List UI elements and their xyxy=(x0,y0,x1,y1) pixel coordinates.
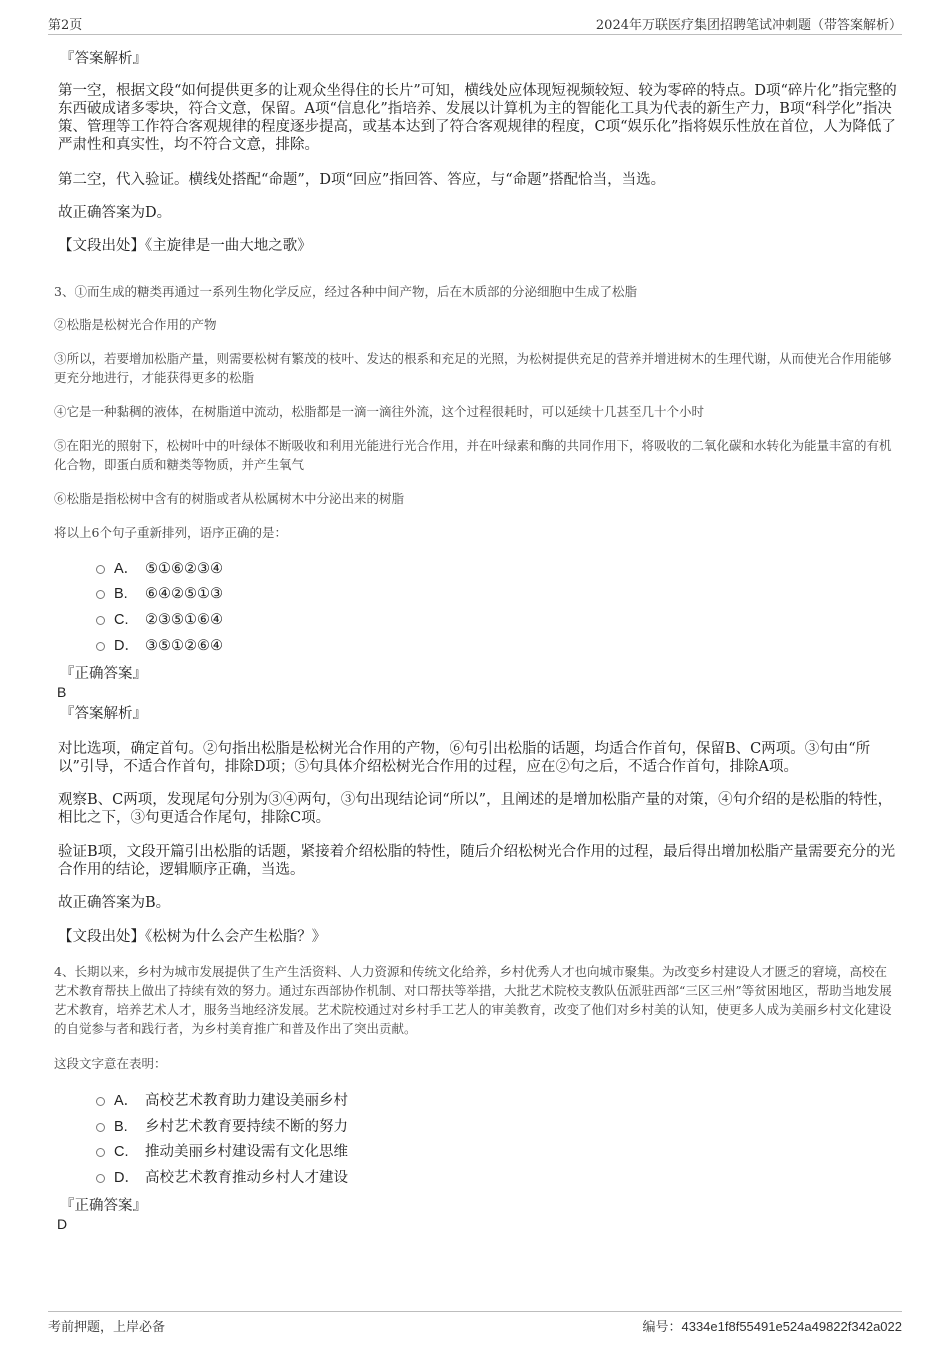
page-number: 第2页 xyxy=(48,18,83,33)
q3-source: 【文段出处】《松树为什么会产生松脂？》 xyxy=(58,929,327,945)
q3-analysis-label: 『答案解析』 xyxy=(60,706,147,722)
q4-question: 这段文字意在表明： xyxy=(54,1056,167,1071)
q2-analysis-label: 『答案解析』 xyxy=(60,51,147,67)
q3-stem-line-5: ⑤在阳光的照射下，松树叶中的叶绿体不断吸收和利用光能进行光合作用，并在叶绿素和酶的共同作用下，将吸收的二氧化碳和水转化为能量丰富的有机化合物，即蛋白质和糖类等物质，并产生氧气 xyxy=(54,438,892,472)
radio-icon[interactable] xyxy=(96,642,105,651)
radio-icon[interactable] xyxy=(96,1148,105,1157)
radio-icon[interactable] xyxy=(96,616,105,625)
q2-analysis-para-2: 第二空，代入验证。横线处搭配“命题”，D项“回应”指回答、答应，与“命题”搭配恰当，当选。 xyxy=(58,172,666,188)
q4-answer-label: 『正确答案』 xyxy=(60,1198,147,1214)
q3-analysis-para-2: 观察B、C两项，发现尾句分别为③④两句，③句出现结论词“所以”，且阐述的是增加松脂产量的对策，④句介绍的是松脂的特性，相比之下，③句更适合作尾句，排除C项。 xyxy=(58,792,893,826)
radio-icon[interactable] xyxy=(96,590,105,599)
q3-answer-label: 『正确答案』 xyxy=(60,666,147,682)
q2-analysis-para-1: 第一空，根据文段“如何提供更多的让观众坐得住的长片”可知，横线处应体现短视频较短、较为零碎的特点。D项“碎片化”指完整的东西破成诸多零块，符合文意，保留。A项“信息化”指培养、发展以计算机为主的智能化工具为代表的新生产力，B项“科学化”指决策、管理等工作符合客观规律的程度逐步提高，或基本达到了符合客观规律的程度，C项“娱乐化”指将娱乐性放在首位，人为降低了严肃性和真实性，均不符合文意，排除。 xyxy=(58,83,897,153)
q3-analysis-para-3: 验证B项，文段开篇引出松脂的话题，紧接着介绍松脂的特性，随后介绍松树光合作用的过程，最后得出增加松脂产量需要充分的光合作用的结论，逻辑顺序正确，当选。 xyxy=(58,844,896,878)
q4-answer: D xyxy=(57,1216,68,1232)
document-title: 2024年万联医疗集团招聘笔试冲刺题（带答案解析） xyxy=(595,18,902,33)
q3-stem-line-1: 3、①而生成的糖类再通过一系列生物化学反应，经过各种中间产物，后在木质部的分泌细胞中生成了松脂 xyxy=(54,284,637,299)
radio-icon[interactable] xyxy=(96,1097,105,1106)
footer-slogan: 考前押题，上岸必备 xyxy=(48,1320,166,1335)
q4-stem: 4、长期以来，乡村为城市发展提供了生产生活资料、人力资源和传统文化给养，乡村优秀人才也向城市聚集。为改变乡村建设人才匮乏的窘境，高校在艺术教育帮扶上做出了持续有效的努力。通过东西部协作机制、对口帮扶等举措，大批艺术院校支教队伍派驻西部“三区三州”等贫困地区，帮助当地发展艺术教育，培养艺术人才，服务当地经济发展。艺术院校通过对乡村手工艺人的审美教育，改变了他们对乡村美的认知，使更多人成为美丽乡村文化建设的自觉参与者和践行者，为乡村美育推广和普及作出了突出贡献。 xyxy=(54,964,892,1036)
q3-stem-line-6: ⑥松脂是指松树中含有的树脂或者从松属树木中分泌出来的树脂 xyxy=(54,491,405,506)
q3-question: 将以上6个句子重新排列，语序正确的是： xyxy=(54,525,287,540)
q3-stem-line-4: ④它是一种黏稠的液体，在树脂道中流动，松脂都是一滴一滴往外流，这个过程很耗时，可以延续十几甚至几十个小时 xyxy=(54,404,705,419)
radio-icon[interactable] xyxy=(96,1123,105,1132)
radio-icon[interactable] xyxy=(96,1174,105,1183)
q3-answer: B xyxy=(57,684,67,700)
page-header xyxy=(48,12,902,35)
q2-conclusion: 故正确答案为D。 xyxy=(58,205,172,221)
radio-icon[interactable] xyxy=(96,565,105,574)
q3-stem-line-2: ②松脂是松树光合作用的产物 xyxy=(54,317,217,332)
q3-stem-line-3: ③所以，若要增加松脂产量，则需要松树有繁茂的枝叶、发达的根系和充足的光照，为松树提供充足的营养并增进树木的生理代谢，从而使光合作用能够更充分地进行，才能获得更多的松脂 xyxy=(54,351,892,385)
page-footer xyxy=(48,1311,902,1336)
q3-conclusion: 故正确答案为B。 xyxy=(58,895,171,911)
q3-analysis-para-1: 对比选项，确定首句。②句指出松脂是松树光合作用的产物，⑥句引出松脂的话题，均适合作首句，保留B、C两项。③句由“所以”引导，不适合作首句，排除D项；⑤句具体介绍松树光合作用的过程，应在②句之后，不适合作首句，排除A项。 xyxy=(58,741,871,775)
q2-source: 【文段出处】《主旋律是一曲大地之歌》 xyxy=(58,238,312,254)
document-id: 编号：4334e1f8f55491e524a49822f342a022 xyxy=(642,1319,902,1334)
